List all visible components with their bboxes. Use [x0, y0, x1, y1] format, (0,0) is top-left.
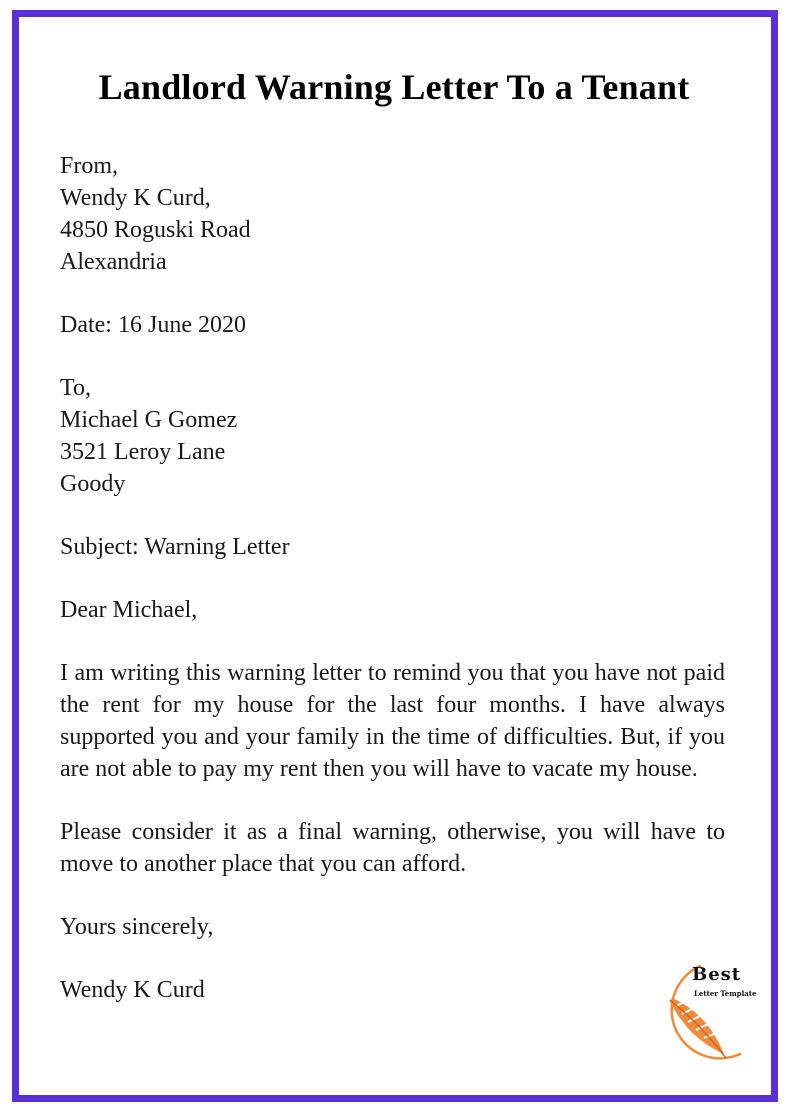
sender-street: 4850 Roguski Road — [60, 217, 251, 243]
sender-city: Alexandria — [60, 249, 167, 275]
spacer — [60, 785, 725, 816]
recipient-name: Michael G Gomez — [60, 407, 238, 433]
spacer — [60, 880, 725, 911]
body-paragraph-1: I am writing this warning letter to remind you that you have not paid the rent for my house for the last four months. I have always supported you and your family in the time of difficulties. But, if you are not able to pay my rent then you will have to vacate my house. — [60, 660, 725, 782]
signature-name: Wendy K Curd — [60, 977, 205, 1003]
letter-content — [60, 150, 725, 1006]
letter-subject: Subject: Warning Letter — [60, 534, 290, 560]
spacer — [60, 341, 725, 372]
body-paragraph-2: Please consider it as a final warning, otherwise, you will have to move to another place that you can afford. — [60, 819, 725, 877]
letter-title: Landlord Warning Letter To a Tenant — [98, 67, 690, 107]
spacer — [60, 943, 725, 974]
spacer — [60, 278, 725, 309]
letter-date: Date: 16 June 2020 — [60, 312, 246, 338]
logo-tagline: Letter Template — [694, 989, 757, 998]
logo-brand: Best — [692, 964, 742, 985]
recipient-street: 3521 Leroy Lane — [60, 439, 226, 465]
spacer — [60, 563, 725, 594]
spacer — [60, 626, 725, 657]
sender-label: From, — [60, 153, 119, 179]
salutation: Dear Michael, — [60, 597, 198, 623]
recipient-city: Goody — [60, 471, 126, 497]
recipient-label: To, — [60, 375, 91, 401]
brand-logo — [640, 958, 770, 1068]
spacer — [60, 500, 725, 531]
sender-name: Wendy K Curd, — [60, 185, 211, 211]
closing: Yours sincerely, — [60, 914, 214, 940]
